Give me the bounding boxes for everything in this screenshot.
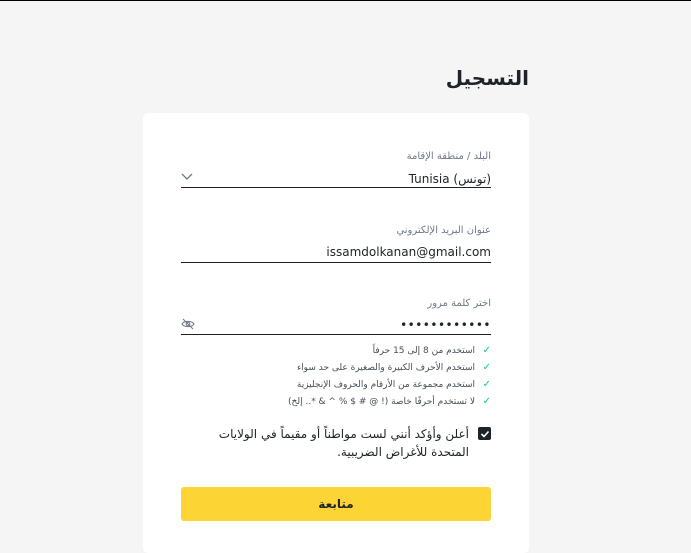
declaration-text: أعلن وأؤكد أنني لست مواطناً أو مقيماً في الولايات المتحدة للأغراض الضريبية. xyxy=(218,427,469,459)
email-label: عنوان البريد الإلكتروني xyxy=(396,225,491,236)
password-rule-mix xyxy=(181,376,491,393)
check-icon: ✓ xyxy=(482,362,491,373)
country-underline xyxy=(181,187,491,188)
us-declaration xyxy=(181,425,491,461)
registration-card xyxy=(143,113,529,553)
country-label: البلد / منطقة الإقامة xyxy=(406,151,491,162)
password-rules xyxy=(181,342,491,410)
eye-slash-icon[interactable] xyxy=(181,318,195,330)
chevron-down-icon[interactable] xyxy=(181,171,193,181)
country-select[interactable]: Tunisia (تونس) xyxy=(408,172,491,186)
password-input[interactable]: •••••••••••• xyxy=(400,318,491,332)
password-underline xyxy=(181,334,491,335)
rule-text: استخدم الأحرف الكبيرة والصغيرة على حد سواء xyxy=(296,362,475,373)
password-rule-case xyxy=(181,359,491,376)
rule-text: استخدم من 8 إلى 15 حرفاً xyxy=(372,345,475,356)
email-underline xyxy=(181,262,491,263)
password-rule-length xyxy=(181,342,491,359)
checkmark-icon xyxy=(480,429,490,439)
rule-text: استخدم مجموعة من الأرقام والحروف الإنجليزية xyxy=(296,379,475,390)
continue-button[interactable]: متابعة xyxy=(181,487,491,521)
check-icon: ✓ xyxy=(482,379,491,390)
check-icon: ✓ xyxy=(482,345,491,356)
password-rule-special xyxy=(181,393,491,410)
password-label: اختر كلمة مرور xyxy=(427,298,491,309)
check-icon: ✓ xyxy=(482,396,491,407)
declaration-checkbox[interactable] xyxy=(478,427,491,440)
rule-text: لا تستخدم أحرفًا خاصة (! @ # $ % ^ & *.. إلخ) xyxy=(288,396,475,407)
window-top-border xyxy=(0,0,691,1)
email-input[interactable] xyxy=(241,245,491,259)
page-title: التسجيل xyxy=(445,66,529,90)
